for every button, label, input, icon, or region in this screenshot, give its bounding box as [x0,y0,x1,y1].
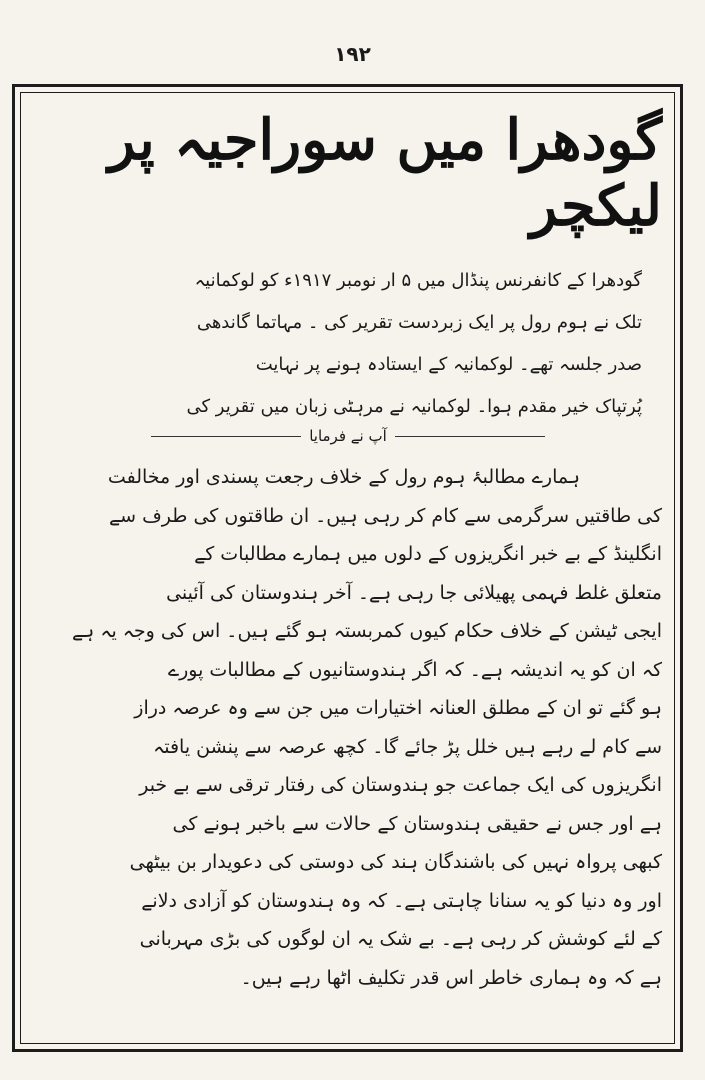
page-number: ۱۹۲ [334,42,371,66]
divider-rule [395,436,545,437]
divider-rule [151,436,301,437]
intro-line: پُرتپاک خیر مقدم ہوا۔ لوکمانیہ نے مرہٹی زبان میں تقریر کی [186,396,642,417]
speech-line: سے کام لے رہے ہیں خلل پڑ جائے گا۔ کچھ عرصہ سے پنشن یافتہ [153,735,662,758]
speech-line: کی طاقتیں سرگرمی سے کام کر رہی ہیں۔ ان طاقتوں کی طرف سے [109,504,662,527]
intro-line: تلک نے ہوم رول پر ایک زبردست تقریر کی ۔ مہاتما گاندھی [196,312,642,333]
intro-paragraph [82,260,642,428]
speech-line: انگریزوں کی ایک جماعت جو ہندوستان کی رفتار ترقی سے بے خبر [139,774,662,796]
speech-line: ہو گئے تو ان کے مطلق العنانہ اختیارات میں جن سے وہ عرصہ دراز [134,697,662,719]
speech-line: متعلق غلط فہمی پھیلائی جا رہی ہے۔ آخر ہندوستان کی آئینی [166,581,662,604]
speech-line: کہ ان کو یہ اندیشہ ہے۔ کہ اگر ہندوستانیوں کے مطالبات پورے [167,658,662,681]
speech-body [34,458,662,997]
intro-line: صدر جلسہ تھے۔ لوکمانیہ کے ایستادہ ہونے پر نہایت [255,354,642,375]
page-content [34,98,662,997]
speech-line: کبھی پرواہ نہیں کی باشندگان ہند کی دوستی کی دعویدار بن بیٹھی [129,851,662,873]
speech-line: ہے اور جس نے حقیقی ہندوستان کے حالات سے باخبر ہونے کی [172,812,662,835]
speech-line: ہمارے مطالبۂ ہوم رول کے خلاف رجعت پسندی اور مخالفت [107,466,580,488]
speech-line: اور وہ دنیا کو یہ سنانا چاہتی ہے۔ کہ وہ ہندوستان کو آزادی دلانے [141,889,662,912]
speech-line: کے لئے کوشش کر رہی ہے۔ بے شک یہ ان لوگوں کی بڑی مہربانی [139,928,662,950]
speech-line: ایجی ٹیشن کے خلاف حکام کیوں کمربستہ ہو گئے ہیں۔ اس کی وجہ یہ ہے [72,620,662,642]
speech-line: ہے کہ وہ ہماری خاطر اس قدر تکلیف اٹھا رہے ہیں۔ [240,966,662,989]
said-label: آپ نے فرمایا [309,427,387,445]
speech-line: انگلینڈ کے بے خبر انگریزوں کے دلوں میں ہمارے مطالبات کے [194,543,662,565]
page-title: گودھرا میں سوراجیہ پر لیکچر [108,107,662,239]
intro-line: گودھرا کے کانفرنس پنڈال میں ۵ ار نومبر ۱۹۱۷ء کو لوکمانیہ [194,270,642,291]
